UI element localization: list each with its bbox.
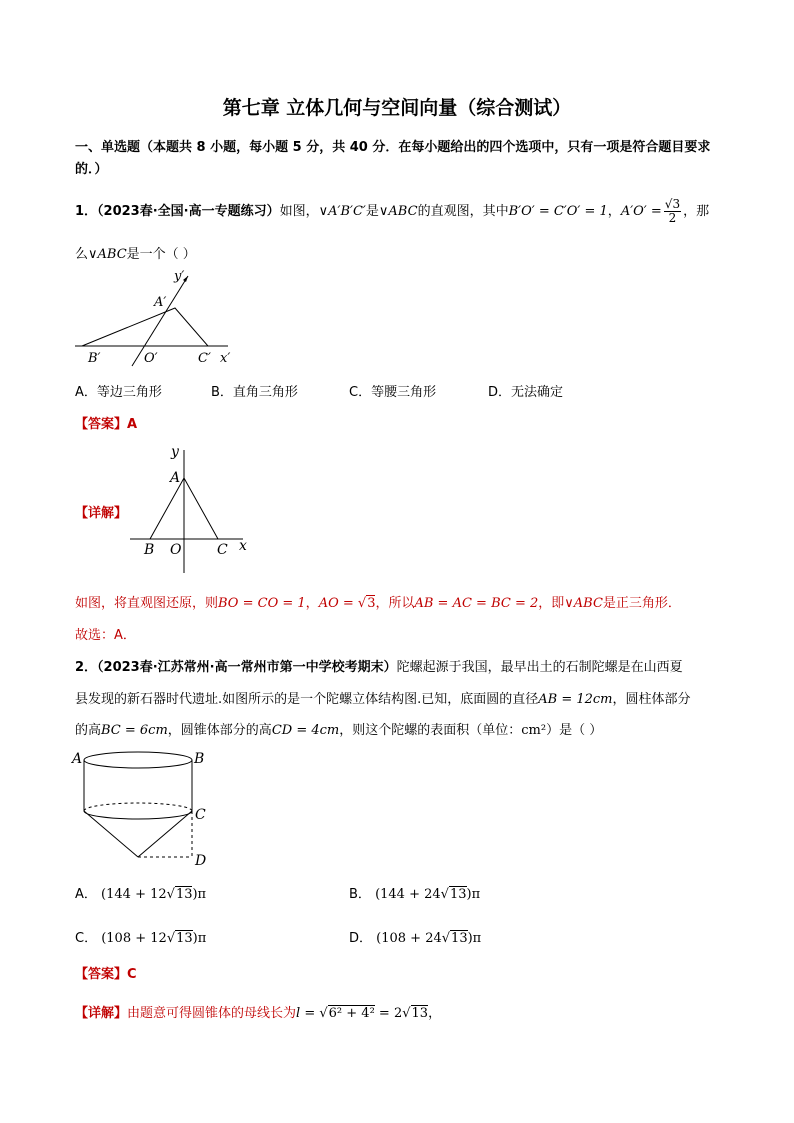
q2-option-c[interactable]: C． (108 + 12√13)π: [75, 931, 207, 946]
q1-detail-label: 【详解】: [75, 506, 128, 521]
q1-eq2: A′O′ =: [620, 204, 662, 219]
q1-option-a[interactable]: A．等边三角形: [75, 385, 162, 400]
q1-option-c[interactable]: C．等腰三角形: [349, 385, 437, 400]
label-y: y: [171, 444, 179, 460]
triangle-prime: [82, 308, 208, 346]
label-a-prime: A′: [154, 295, 167, 310]
label-o: O: [170, 542, 182, 558]
q1-tri-prime: ∨A′B′C′: [318, 204, 366, 219]
label-d: D: [195, 853, 207, 869]
label-b: B: [194, 751, 205, 767]
q1-option-d[interactable]: D．无法确定: [488, 385, 564, 400]
section-header: 一、单选题（本题共 8 小题，每小题 5 分，共 40 分．在每小题给出的四个选项中，只有一项是符合题目要求的．）: [75, 140, 711, 177]
label-y-prime: y′: [174, 269, 185, 284]
q1-eq1: B′O′ = C′O′ = 1: [508, 204, 608, 219]
bottom-ellipse-front: [84, 811, 192, 819]
q1-source: （2023春·全国·高一专题练习）: [97, 204, 280, 219]
label-o-prime: O′: [144, 351, 158, 366]
q2-stem-line2: 县发现的新石器时代遗址.如图所示的是一个陀螺立体结构图.已知，底面圆的直径AB = 12cm，圆柱体部分: [75, 692, 691, 707]
q1-oblique-figure: [70, 268, 240, 368]
q1-tri: ∨ABC: [378, 204, 418, 219]
q2-answer: 【答案】C: [75, 967, 137, 982]
q1-explanation: 如图，将直观图还原，则BO = CO = 1，AO = √3，所以AB = AC = BC = 2，即∨ABC是正三角形．: [75, 596, 681, 611]
q2-source: （2023春·江苏常州·高一常州市第一中学校考期末）: [97, 660, 397, 675]
label-a: A: [72, 751, 83, 767]
q2-detail: 【详解】由题意可得圆锥体的母线长为l = √6² + 4² = 2√13，: [75, 1006, 442, 1021]
label-x: x: [239, 538, 247, 554]
q1-answer: 【答案】A: [75, 417, 138, 432]
bottom-ellipse-back: [84, 803, 192, 811]
page-title: 第七章 立体几何与空间向量（综合测试）: [222, 97, 572, 119]
q2-option-b[interactable]: B． (144 + 24√13)π: [349, 887, 481, 902]
q1-fraction: $\frac{√3}{2}$: [664, 197, 681, 225]
top-ellipse: [84, 752, 192, 768]
label-c-prime: C′: [198, 351, 211, 366]
q1-stem-line2: 么∨ABC是一个（ ）: [75, 247, 196, 262]
q2-option-d[interactable]: D． (108 + 24√13)π: [349, 931, 482, 946]
q2-spinning-top-figure: [70, 745, 220, 870]
q2-stem-line3: 的高BC = 6cm，圆锥体部分的高CD = 4cm，则这个陀螺的表面积（单位：cm²）是（ ）: [75, 723, 603, 738]
label-b: B: [144, 542, 155, 558]
q2-option-a[interactable]: A． (144 + 12√13)π: [75, 887, 207, 902]
label-c: C: [195, 807, 206, 823]
q1-stem-line1: 1．（2023春·全国·高一专题练习）如图，∨A′B′C′是∨ABC的直观图，其中B′O′ = C′O′ = 1，A′O′ = $\frac{√3}{2}$ ，那: [75, 197, 710, 225]
label-x-prime: x′: [220, 351, 231, 366]
label-b-prime: B′: [88, 351, 101, 366]
q1-restored-figure: [125, 438, 255, 578]
q1-option-b[interactable]: B．直角三角形: [211, 385, 298, 400]
q1-conclusion: 故选：A．: [75, 628, 136, 643]
q1-number: 1．: [75, 204, 98, 219]
q2-number: 2．: [75, 660, 98, 675]
label-a: A: [170, 470, 181, 486]
y-prime-axis: [132, 276, 188, 366]
q2-stem-line1: 2．（2023春·江苏常州·高一常州市第一中学校考期末）陀螺起源于我国，最早出土的石制陀螺是在山西夏: [75, 660, 683, 675]
label-c: C: [217, 542, 228, 558]
